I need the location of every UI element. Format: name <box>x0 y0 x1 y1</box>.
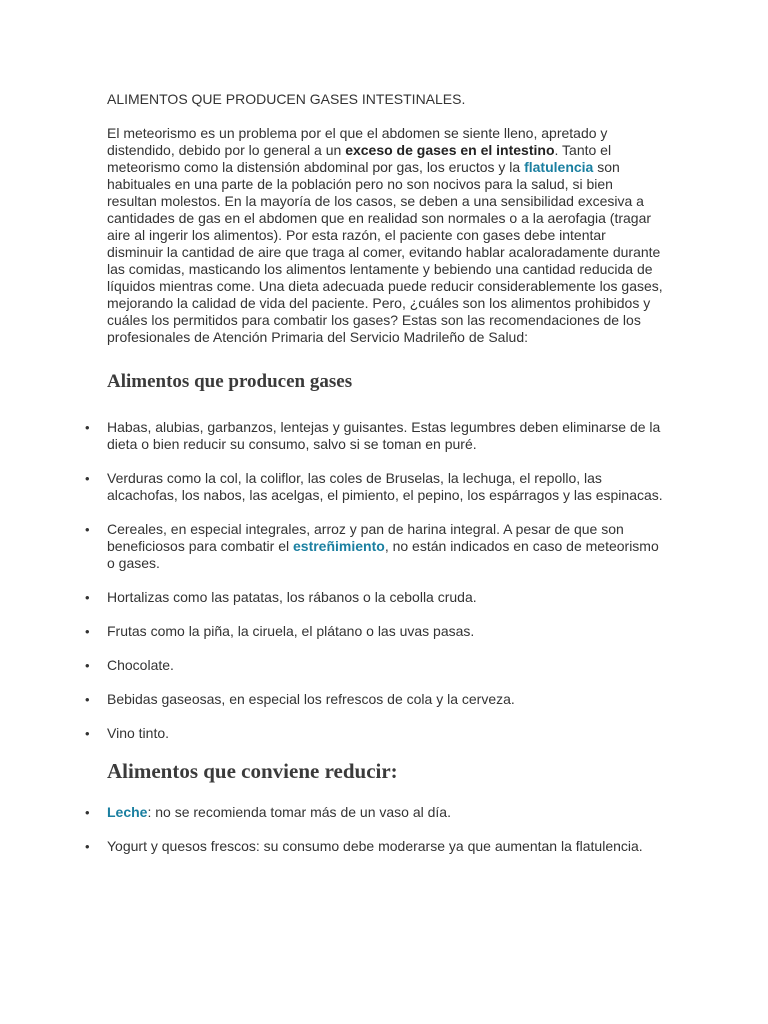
flatulencia-link[interactable]: flatulencia <box>524 159 594 175</box>
bullet-icon: • <box>85 839 90 854</box>
intro-text-1: El meteorismo es un problema por el que el abdomen se siente lleno, apretado y distendido, debido por lo general a un <box>107 125 608 158</box>
producen-gases-list <box>85 419 663 742</box>
list-item <box>85 623 663 640</box>
leche-link[interactable]: Leche <box>107 804 148 820</box>
list-item-text: Habas, alubias, garbanzos, lentejas y guisantes. Estas legumbres deben eliminarse de la dieta o bien reducir su consumo, salvo si se toman en puré. <box>107 419 661 452</box>
list-item <box>85 838 663 855</box>
list-item-text: Yogurt y quesos frescos: su consumo debe moderarse ya que aumentan la flatulencia. <box>107 838 643 854</box>
document-title: ALIMENTOS QUE PRODUCEN GASES INTESTINALES. <box>107 91 466 107</box>
bullet-icon: • <box>85 805 90 820</box>
bullet-icon: • <box>85 692 90 707</box>
list-item <box>85 589 663 606</box>
bullet-icon: • <box>85 658 90 673</box>
list-item-text: Hortalizas como las patatas, los rábanos o la cebolla cruda. <box>107 589 477 605</box>
document-content <box>85 91 663 855</box>
list-item-text: Bebidas gaseosas, en especial los refrescos de cola y la cerveza. <box>107 691 515 707</box>
bullet-icon: • <box>85 590 90 605</box>
list-item-text: Vino tinto. <box>107 725 170 741</box>
list-item-text: Chocolate. <box>107 657 174 673</box>
bullet-icon: • <box>85 624 90 639</box>
intro-bold-phrase: exceso de gases en el intestino <box>345 142 555 158</box>
intro-text-3: son habituales en una parte de la población pero no son nocivos para la salud, si bien resultan molestos. En la mayoría de los casos, se deben a una sensibilidad excesiva a cantidades de gas en el abdomen que en realidad son normales o a la aerofagia (tragar aire al ingerir los alimentos). Por esta razón, el paciente con gases debe intentar disminuir la cantidad de aire que traga al comer, evitando hablar acaloradamente durante las comidas, masticando los alimentos lentamente y bebiendo una cantidad reducida de líquidos mientras come. Una dieta adecuada puede reducir considerablemente los gases, mejorando la calidad de vida del paciente. Pero, ¿cuáles son los alimentos prohibidos y cuáles los permitidos para combatir los gases? Estas son las recomendaciones de los profesionales de Atención Primaria del Servicio Madrileño de Salud: <box>107 159 663 345</box>
list-item <box>85 804 663 821</box>
list-item-text: , no están indicados en caso de meteorismo o gases. <box>107 538 659 571</box>
bullet-icon: • <box>85 471 90 486</box>
list-item <box>85 657 663 674</box>
list-item <box>85 419 663 453</box>
list-item-text: Frutas como la piña, la ciruela, el plátano o las uvas pasas. <box>107 623 475 639</box>
list-item-text: : no se recomienda tomar más de un vaso al día. <box>147 804 451 820</box>
bullet-icon: • <box>85 726 90 741</box>
intro-paragraph <box>107 125 663 346</box>
conviene-reducir-list <box>85 804 663 855</box>
intro-text-2: . Tanto el meteorismo como la distensión abdominal por gas, los eructos y la <box>107 142 612 175</box>
bullet-icon: • <box>85 522 90 537</box>
list-item <box>85 470 663 504</box>
list-item-text: Verduras como la col, la coliflor, las coles de Bruselas, la lechuga, el repollo, las alcachofas, los nabos, las acelgas, el pimiento, el pepino, los espárragos y las espinacas. <box>107 470 663 503</box>
list-item <box>85 725 663 742</box>
section-heading-conviene-reducir: Alimentos que conviene reducir: <box>107 759 398 783</box>
list-item <box>85 521 663 572</box>
list-item-text: Cereales, en especial integrales, arroz y pan de harina integral. A pesar de que son beneficiosos para combatir el <box>107 521 624 554</box>
estrenimiento-link[interactable]: estreñimiento <box>293 538 385 554</box>
list-item <box>85 691 663 708</box>
bullet-icon: • <box>85 420 90 435</box>
section-heading-producen-gases: Alimentos que producen gases <box>107 371 353 392</box>
